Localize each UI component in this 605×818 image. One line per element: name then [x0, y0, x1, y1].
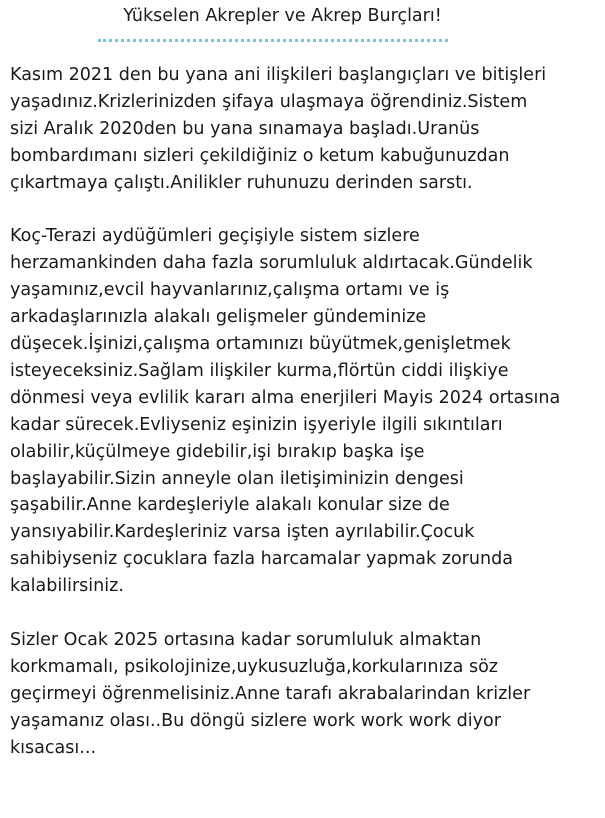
text-line: isteyeceksiniz.Sağlam ilişkiler kurma,flörtün ciddi ilişkiye: [10, 360, 509, 381]
text-line: yaşamanız olası..Bu döngü sizlere work work work diyor: [10, 710, 501, 731]
text-line: olabilir,küçülmeye gidebilir,işi bırakıp başka işe: [10, 441, 425, 462]
title-container: [0, 6, 605, 26]
text-line: Sizler Ocak 2025 ortasına kadar sorumluluk almaktan: [10, 630, 482, 650]
page-title: Yükselen Akrepler ve Akrep Burçları!: [123, 6, 442, 26]
text-line: geçirmeyi öğrenmelisiniz.Anne tarafı akrabalarindan krizler: [10, 683, 531, 704]
text-line: düşecek.İşinizi,çalışma ortamınızı büyütmek,genişletmek: [10, 334, 511, 355]
paragraph-1: [10, 62, 602, 197]
text-line: çıkartmaya çalıştı.Anilikler ruhunuzu derinden sarstı.: [10, 172, 473, 193]
text-line: Koç-Terazi aydüğümleri geçişiyle sistem sizlere: [10, 226, 420, 247]
text-line: herzamankinden daha fazla sorumluluk aldırtacak.Gündelik: [10, 253, 533, 274]
paragraph-3: [10, 627, 602, 762]
title-divider: [98, 39, 448, 46]
article-body: [10, 62, 602, 788]
text-line: arkadaşlarınızla alakalı gelişmeler gündeminize: [10, 307, 427, 328]
paragraph-2: [10, 223, 602, 600]
text-line: şaşabilir.Anne kardeşleriyle alakalı konular size de: [10, 495, 450, 516]
text-line: kadar sürecek.Evliyseniz eşinizin işyeriyle ilgili sıkıntıları: [10, 414, 503, 435]
text-line: başlayabilir.Sizin anneyle olan iletişiminizin dengesi: [10, 468, 464, 489]
text-line: dönmesi veya evlilik kararı alma enerjileri Mayis 2024 ortasına: [10, 387, 561, 408]
text-line: korkmamalı, psikolojinize,uykusuzluğa,korkularınıza söz: [10, 656, 499, 677]
text-line: Kasım 2021 den bu yana ani ilişkileri başlangıçları ve bitişleri: [10, 65, 547, 85]
text-line: yansıyabilir.Kardeşleriniz varsa işten ayrılabilir.Çocuk: [10, 522, 475, 543]
text-line: kısacası...: [10, 737, 97, 758]
text-line: bombardımanı sizleri çekildiğiniz o ketum kabuğunuzdan: [10, 145, 510, 166]
text-line: kalabilirsiniz.: [10, 576, 124, 597]
text-line: yaşamınız,evcil hayvanlarınız,çalışma ortamı ve iş: [10, 280, 450, 301]
text-line: yaşadınız.Krizlerinizden şifaya ulaşmaya öğrendiniz.Sistem: [10, 91, 528, 112]
text-line: sahibiyseniz çocuklara fazla harcamalar yapmak zorunda: [10, 549, 514, 570]
text-line: sizi Aralık 2020den bu yana sınamaya başladı.Uranüs: [10, 118, 480, 139]
